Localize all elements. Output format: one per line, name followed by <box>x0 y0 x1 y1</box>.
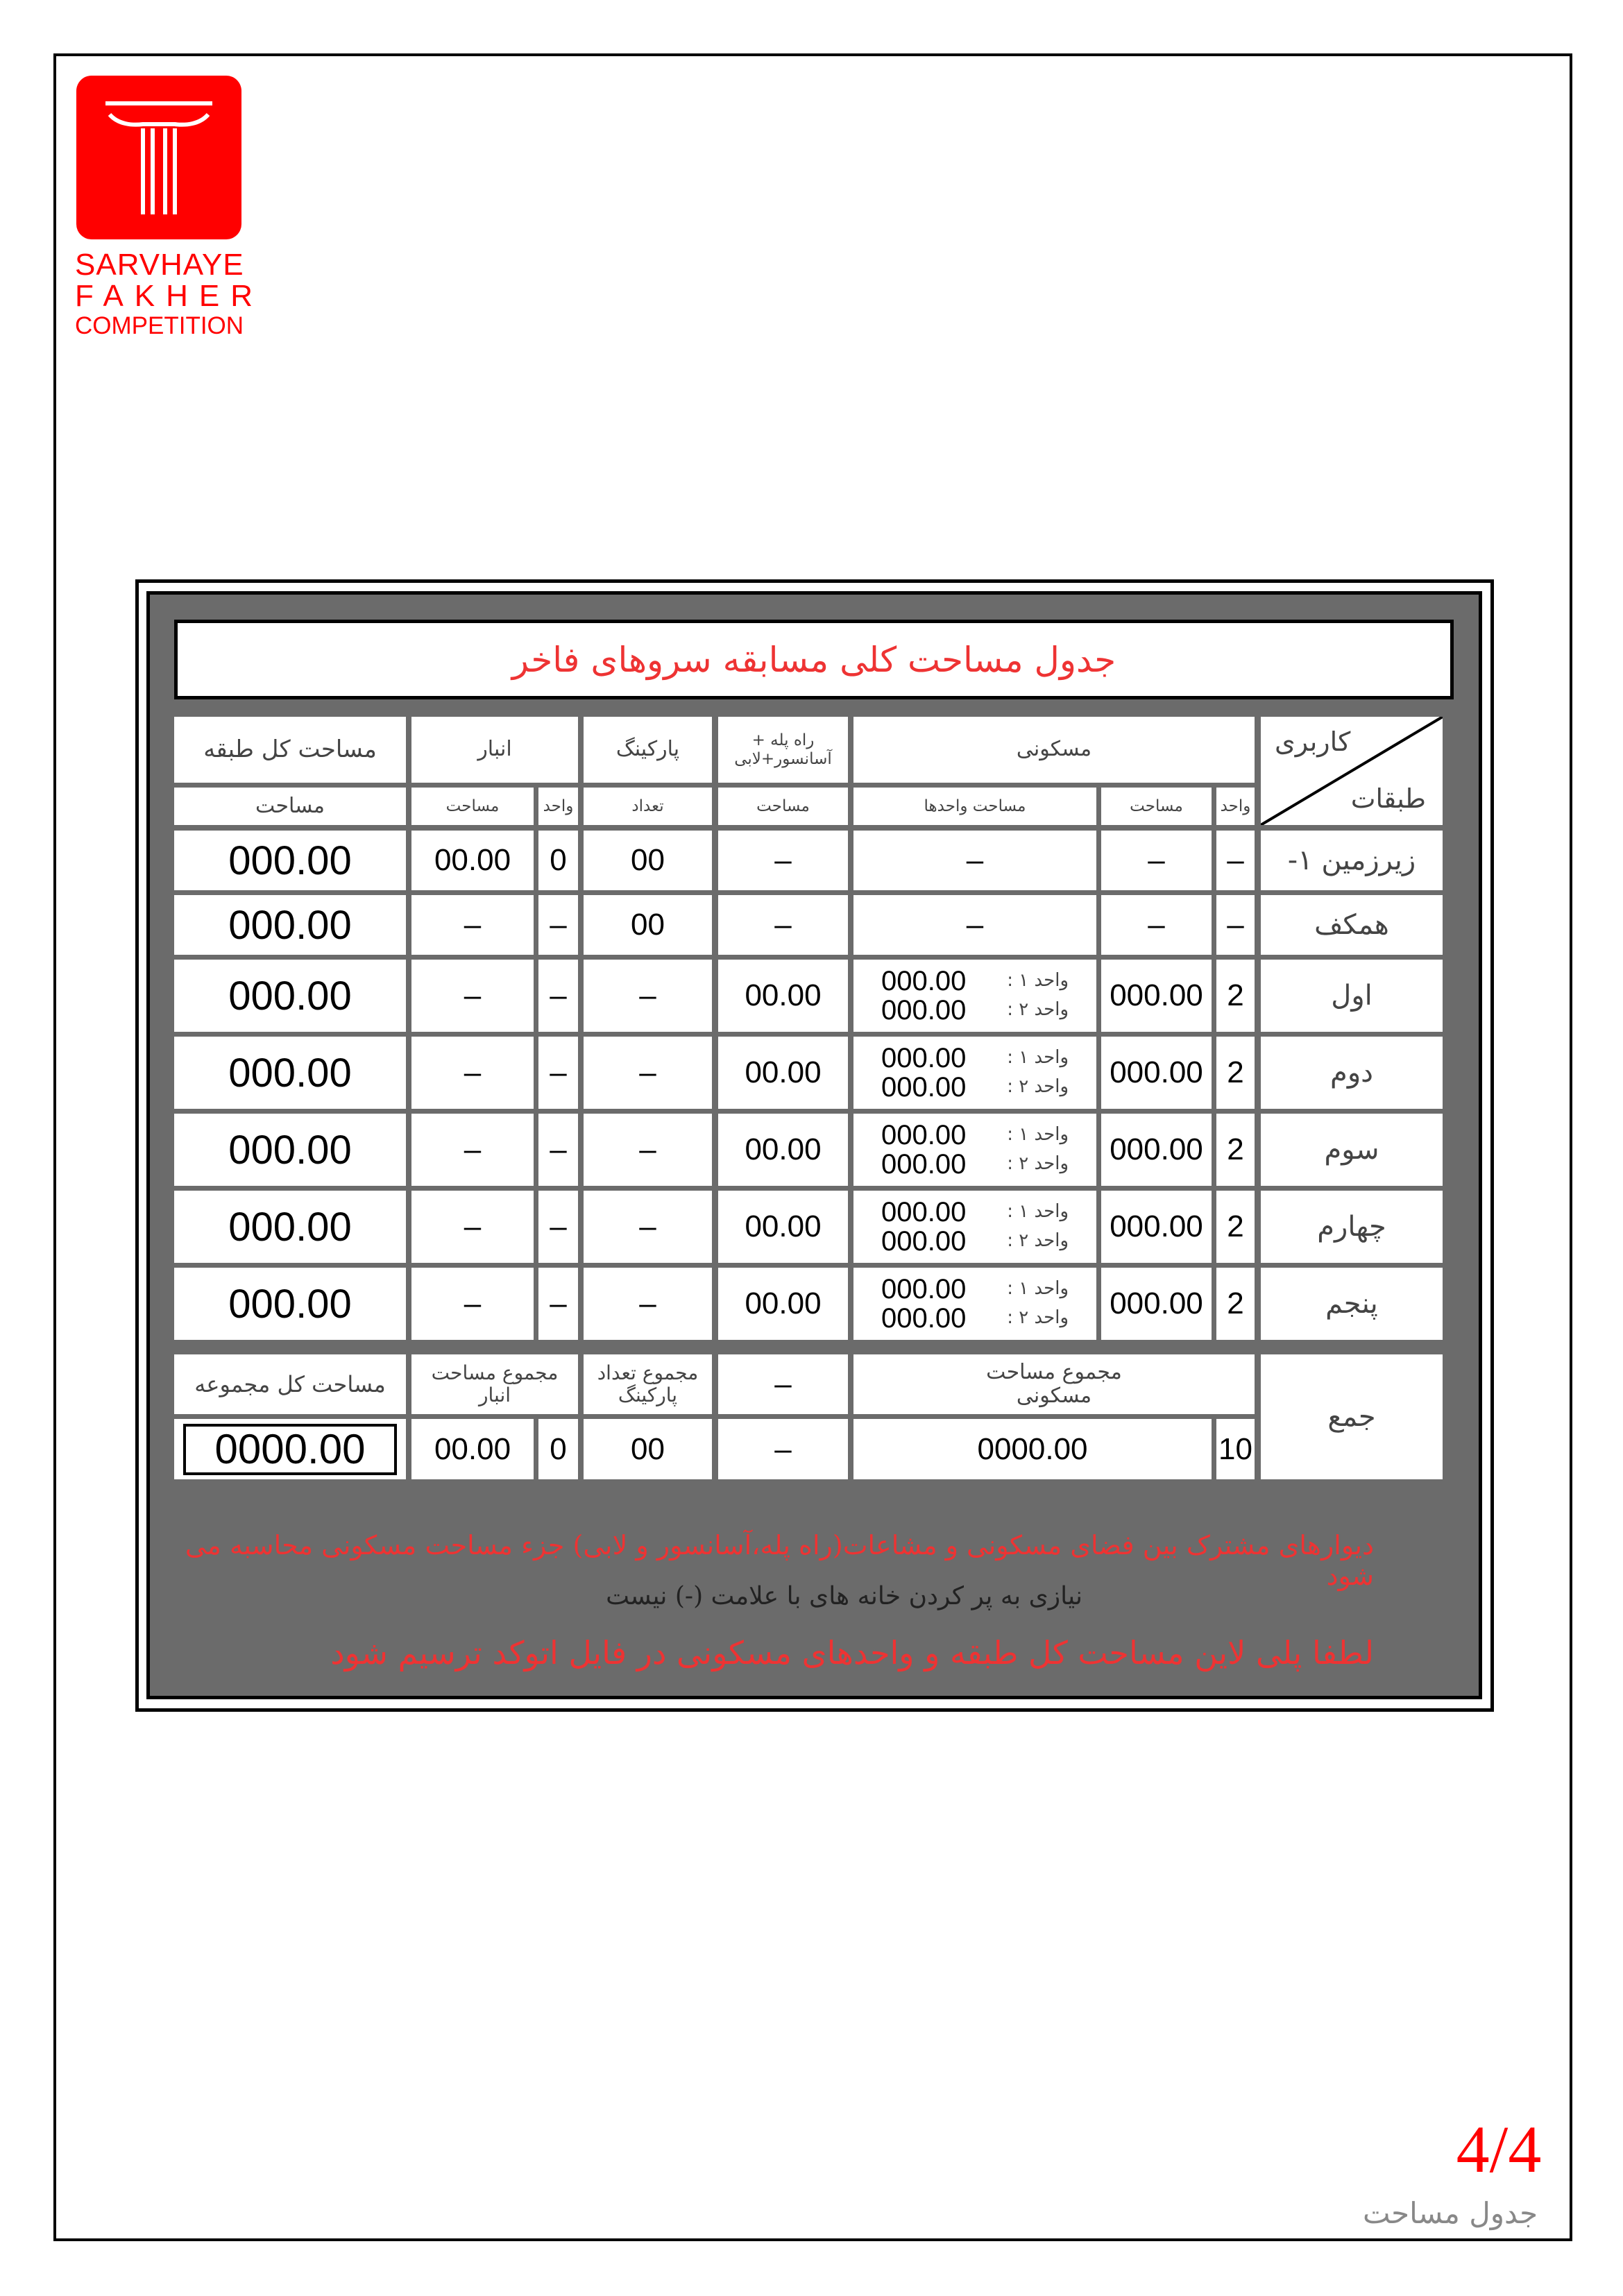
value-total: 000.00 <box>228 1204 352 1250</box>
value-parking: – <box>639 1286 656 1320</box>
unit-area-label: واحد ۱ : <box>1007 1047 1069 1069</box>
cell-total <box>174 1037 406 1109</box>
note-polyline: لطفا پلی لاین مساحت کل طبقه و واحدهای مسکونی در فایل اتوکد ترسیم شود <box>330 1634 1374 1672</box>
cell-parking <box>584 1191 712 1263</box>
value-total: 000.00 <box>228 1127 352 1173</box>
value-stair: 00.00 <box>745 1055 822 1089</box>
cell-area <box>1101 1191 1212 1263</box>
cell-storage-area <box>411 1268 534 1340</box>
cell-storage-area <box>411 1114 534 1186</box>
totals-storage-label: مجموع مساحت انبار <box>411 1354 578 1414</box>
note-common-walls: دیوارهای مشترک بین فضای مسکونی و مشاعات(راه پله،آسانسور و لابی) جزء مساحت مسکونی محاسبه می شود <box>185 1530 1374 1591</box>
cell-total <box>174 895 406 955</box>
unit-area-value: 000.00 <box>881 966 967 996</box>
unit-areas <box>881 967 1069 1025</box>
unit-line <box>881 1121 1069 1150</box>
cell-stair <box>718 831 848 890</box>
unit-area-label: واحد ۱ : <box>1007 1124 1069 1146</box>
value-area: 000.00 <box>1110 1286 1203 1320</box>
unit-area-label: واحد ۲ : <box>1007 1076 1069 1098</box>
cell-area <box>1101 895 1212 955</box>
cell-area <box>1101 1114 1212 1186</box>
cell-floor <box>1261 1114 1443 1186</box>
unit-area-label: واحد ۱ : <box>1007 1201 1069 1223</box>
header-stair-lobby: راه پله + آسانسور+لابی <box>718 717 848 783</box>
value-parking: – <box>639 978 656 1012</box>
cell-total <box>174 1268 406 1340</box>
cell-unitsArea <box>853 895 1096 955</box>
totals-label-cell: جمع <box>1261 1354 1443 1479</box>
value-total: 000.00 <box>228 973 352 1019</box>
cell-stair <box>718 1268 848 1340</box>
unit-area-label: واحد ۲ : <box>1007 999 1069 1021</box>
cell-storage-area <box>411 895 534 955</box>
totals-parking-label: مجموع تعداد پارکینگ <box>584 1354 712 1414</box>
value-total: 000.00 <box>228 1281 352 1327</box>
note-dash-cells: نیازی به پر کردن خانه های با علامت (-) نیست <box>606 1582 1082 1610</box>
page-caption: جدول مساحت <box>1362 2196 1538 2230</box>
cell-storage-area <box>411 1037 534 1109</box>
value-floor: اول <box>1331 980 1373 1012</box>
value-storage-area: 00.00 <box>434 843 511 877</box>
logo-text-line3: COMPETITION <box>75 312 244 339</box>
totals-residential-label: مجموع مساحت مسکونی <box>853 1354 1255 1414</box>
cell-stair <box>718 895 848 955</box>
cell-storage-unit <box>538 895 578 955</box>
page-number: 4/4 <box>1456 2112 1542 2186</box>
cell-total <box>174 960 406 1032</box>
grand-total-value: 0000.00 <box>214 1426 366 1472</box>
header-units-count: واحد <box>1216 788 1255 825</box>
header-floors: طبقات <box>1350 783 1426 814</box>
header-storage-area: مساحت <box>411 788 534 825</box>
header-storage-unit: واحد <box>538 788 578 825</box>
value-floor: همکف <box>1314 909 1389 941</box>
value-storage-unit: – <box>550 908 567 942</box>
cell-floor <box>1261 895 1443 955</box>
unit-area-value: 000.00 <box>881 1043 967 1073</box>
unit-area-label: واحد ۱ : <box>1007 970 1069 992</box>
unit-areas <box>881 1121 1069 1179</box>
totals-stair: – <box>718 1419 848 1479</box>
totals-storage-unit: 0 <box>538 1419 578 1479</box>
totals-grand-label: مساحت کل مجموعه <box>174 1354 406 1414</box>
value-stair: – <box>774 908 792 942</box>
cell-floor <box>1261 1191 1443 1263</box>
header-residential-area: مساحت <box>1101 788 1212 825</box>
cell-parking <box>584 895 712 955</box>
cell-units <box>1216 960 1255 1032</box>
value-area: – <box>1148 908 1165 942</box>
value-storage-unit: – <box>550 1132 567 1166</box>
unit-area-value: – <box>966 908 984 942</box>
header-stair-area: مساحت <box>718 788 848 825</box>
totals-grand-total-cell <box>174 1419 406 1479</box>
cell-unitsArea <box>853 1037 1096 1109</box>
cell-unitsArea <box>853 960 1096 1032</box>
unit-line <box>881 1073 1069 1102</box>
cell-floor <box>1261 960 1443 1032</box>
unit-area-value: 000.00 <box>881 1274 967 1304</box>
cell-units <box>1216 1268 1255 1340</box>
cell-stair <box>718 1114 848 1186</box>
value-storage-unit: – <box>550 978 567 1012</box>
cell-stair <box>718 960 848 1032</box>
value-storage-area: – <box>464 978 482 1012</box>
cell-total <box>174 1191 406 1263</box>
cell-area <box>1101 1268 1212 1340</box>
unit-area-value: – <box>966 843 984 877</box>
cell-total <box>174 831 406 890</box>
unit-area-value: 000.00 <box>881 1072 967 1103</box>
unit-line <box>881 1044 1069 1073</box>
logo-text-line1: SARVHAYE <box>75 248 244 282</box>
cell-units <box>1216 1191 1255 1263</box>
cell-total <box>174 1114 406 1186</box>
value-storage-area: – <box>464 1055 482 1089</box>
value-area: – <box>1148 843 1165 877</box>
unit-areas <box>881 1275 1069 1333</box>
cell-floor <box>1261 1268 1443 1340</box>
value-parking: 00 <box>631 908 665 942</box>
column-logo-icon <box>76 76 241 239</box>
unit-line <box>881 996 1069 1025</box>
totals-residential-area: 0000.00 <box>853 1419 1212 1479</box>
value-area: 000.00 <box>1110 1055 1203 1089</box>
cell-parking <box>584 831 712 890</box>
value-storage-area: – <box>464 1286 482 1320</box>
value-area: 000.00 <box>1110 978 1203 1012</box>
table-title-cell <box>174 620 1454 699</box>
cell-unitsArea <box>853 1191 1096 1263</box>
unit-area-label: واحد ۱ : <box>1007 1278 1069 1300</box>
cell-parking <box>584 1114 712 1186</box>
value-area: 000.00 <box>1110 1209 1203 1243</box>
value-storage-unit: – <box>550 1055 567 1089</box>
cell-parking <box>584 1268 712 1340</box>
value-stair: 00.00 <box>745 1132 822 1166</box>
cell-storage-unit <box>538 1037 578 1109</box>
cell-units <box>1216 1114 1255 1186</box>
logo-mark <box>76 76 241 239</box>
cell-storage-unit <box>538 1191 578 1263</box>
cell-area <box>1101 831 1212 890</box>
unit-area-value: 000.00 <box>881 1197 967 1227</box>
unit-line <box>881 1227 1069 1256</box>
unit-line <box>881 967 1069 996</box>
value-floor: زیرزمین ۱- <box>1287 844 1416 876</box>
header-storage: انبار <box>411 717 578 783</box>
value-units: 2 <box>1227 1055 1244 1089</box>
unit-area-label: واحد ۲ : <box>1007 1153 1069 1175</box>
cell-storage-unit <box>538 1268 578 1340</box>
value-units: – <box>1227 843 1244 877</box>
cell-unitsArea <box>853 1268 1096 1340</box>
unit-line <box>881 1275 1069 1304</box>
value-parking: – <box>639 1209 656 1243</box>
totals-stair-label: – <box>718 1354 848 1414</box>
cell-storage-area <box>411 960 534 1032</box>
value-floor: دوم <box>1330 1057 1373 1089</box>
cell-storage-area <box>411 831 534 890</box>
value-floor: چهارم <box>1317 1211 1386 1243</box>
header-floor-total-area: مساحت <box>174 788 406 825</box>
table-title: جدول مساحت کلی مسابقه سروهای فاخر <box>511 639 1116 680</box>
cell-storage-area <box>411 1191 534 1263</box>
cell-units <box>1216 831 1255 890</box>
value-area: 000.00 <box>1110 1132 1203 1166</box>
value-units: 2 <box>1227 1132 1244 1166</box>
unit-area-value: 000.00 <box>881 1303 967 1334</box>
header-residential: مسکونی <box>853 717 1255 783</box>
cell-storage-unit <box>538 1114 578 1186</box>
cell-parking <box>584 960 712 1032</box>
totals-parking: 00 <box>584 1419 712 1479</box>
value-storage-area: – <box>464 1132 482 1166</box>
value-total: 000.00 <box>228 902 352 948</box>
unit-area-value: 000.00 <box>881 995 967 1026</box>
cell-units <box>1216 1037 1255 1109</box>
value-floor: سوم <box>1324 1134 1379 1166</box>
unit-line <box>881 1198 1069 1227</box>
value-storage-unit: – <box>550 1209 567 1243</box>
value-storage-unit: – <box>550 1286 567 1320</box>
value-stair: – <box>774 843 792 877</box>
value-storage-unit: 0 <box>550 843 567 877</box>
unit-areas <box>881 1198 1069 1256</box>
value-stair: 00.00 <box>745 978 822 1012</box>
unit-line <box>881 1304 1069 1333</box>
value-units: 2 <box>1227 978 1244 1012</box>
value-storage-area: – <box>464 908 482 942</box>
header-usage-floors <box>1261 717 1443 825</box>
header-parking-count: تعداد <box>584 788 712 825</box>
value-storage-area: – <box>464 1209 482 1243</box>
value-parking: – <box>639 1055 656 1089</box>
value-stair: 00.00 <box>745 1286 822 1320</box>
header-floor-total: مساحت کل طبقه <box>174 717 406 783</box>
header-units-area: مساحت واحدها <box>853 788 1096 825</box>
header-parking: پارکینگ <box>584 717 712 783</box>
cell-units <box>1216 895 1255 955</box>
value-parking: – <box>639 1132 656 1166</box>
cell-area <box>1101 960 1212 1032</box>
value-stair: 00.00 <box>745 1209 822 1243</box>
cell-area <box>1101 1037 1212 1109</box>
totals-storage-area: 00.00 <box>411 1419 534 1479</box>
cell-storage-unit <box>538 831 578 890</box>
logo-text-line2: FAKHER <box>75 279 264 313</box>
cell-storage-unit <box>538 960 578 1032</box>
unit-area-label: واحد ۲ : <box>1007 1307 1069 1329</box>
unit-area-value: 000.00 <box>881 1120 967 1150</box>
unit-line <box>881 1150 1069 1179</box>
cell-stair <box>718 1191 848 1263</box>
value-units: 2 <box>1227 1286 1244 1320</box>
value-units: 2 <box>1227 1209 1244 1243</box>
cell-stair <box>718 1037 848 1109</box>
cell-parking <box>584 1037 712 1109</box>
unit-areas <box>881 1044 1069 1102</box>
value-units: – <box>1227 908 1244 942</box>
header-usage: کاربری <box>1275 726 1351 757</box>
unit-area-value: 000.00 <box>881 1149 967 1180</box>
value-total: 000.00 <box>228 837 352 883</box>
totals-units: 10 <box>1216 1419 1255 1479</box>
unit-area-value: 000.00 <box>881 1226 967 1257</box>
cell-floor <box>1261 1037 1443 1109</box>
cell-unitsArea <box>853 1114 1096 1186</box>
value-parking: 00 <box>631 843 665 877</box>
cell-unitsArea <box>853 831 1096 890</box>
value-floor: پنجم <box>1325 1288 1378 1320</box>
cell-floor <box>1261 831 1443 890</box>
value-total: 000.00 <box>228 1050 352 1096</box>
unit-area-label: واحد ۲ : <box>1007 1230 1069 1252</box>
